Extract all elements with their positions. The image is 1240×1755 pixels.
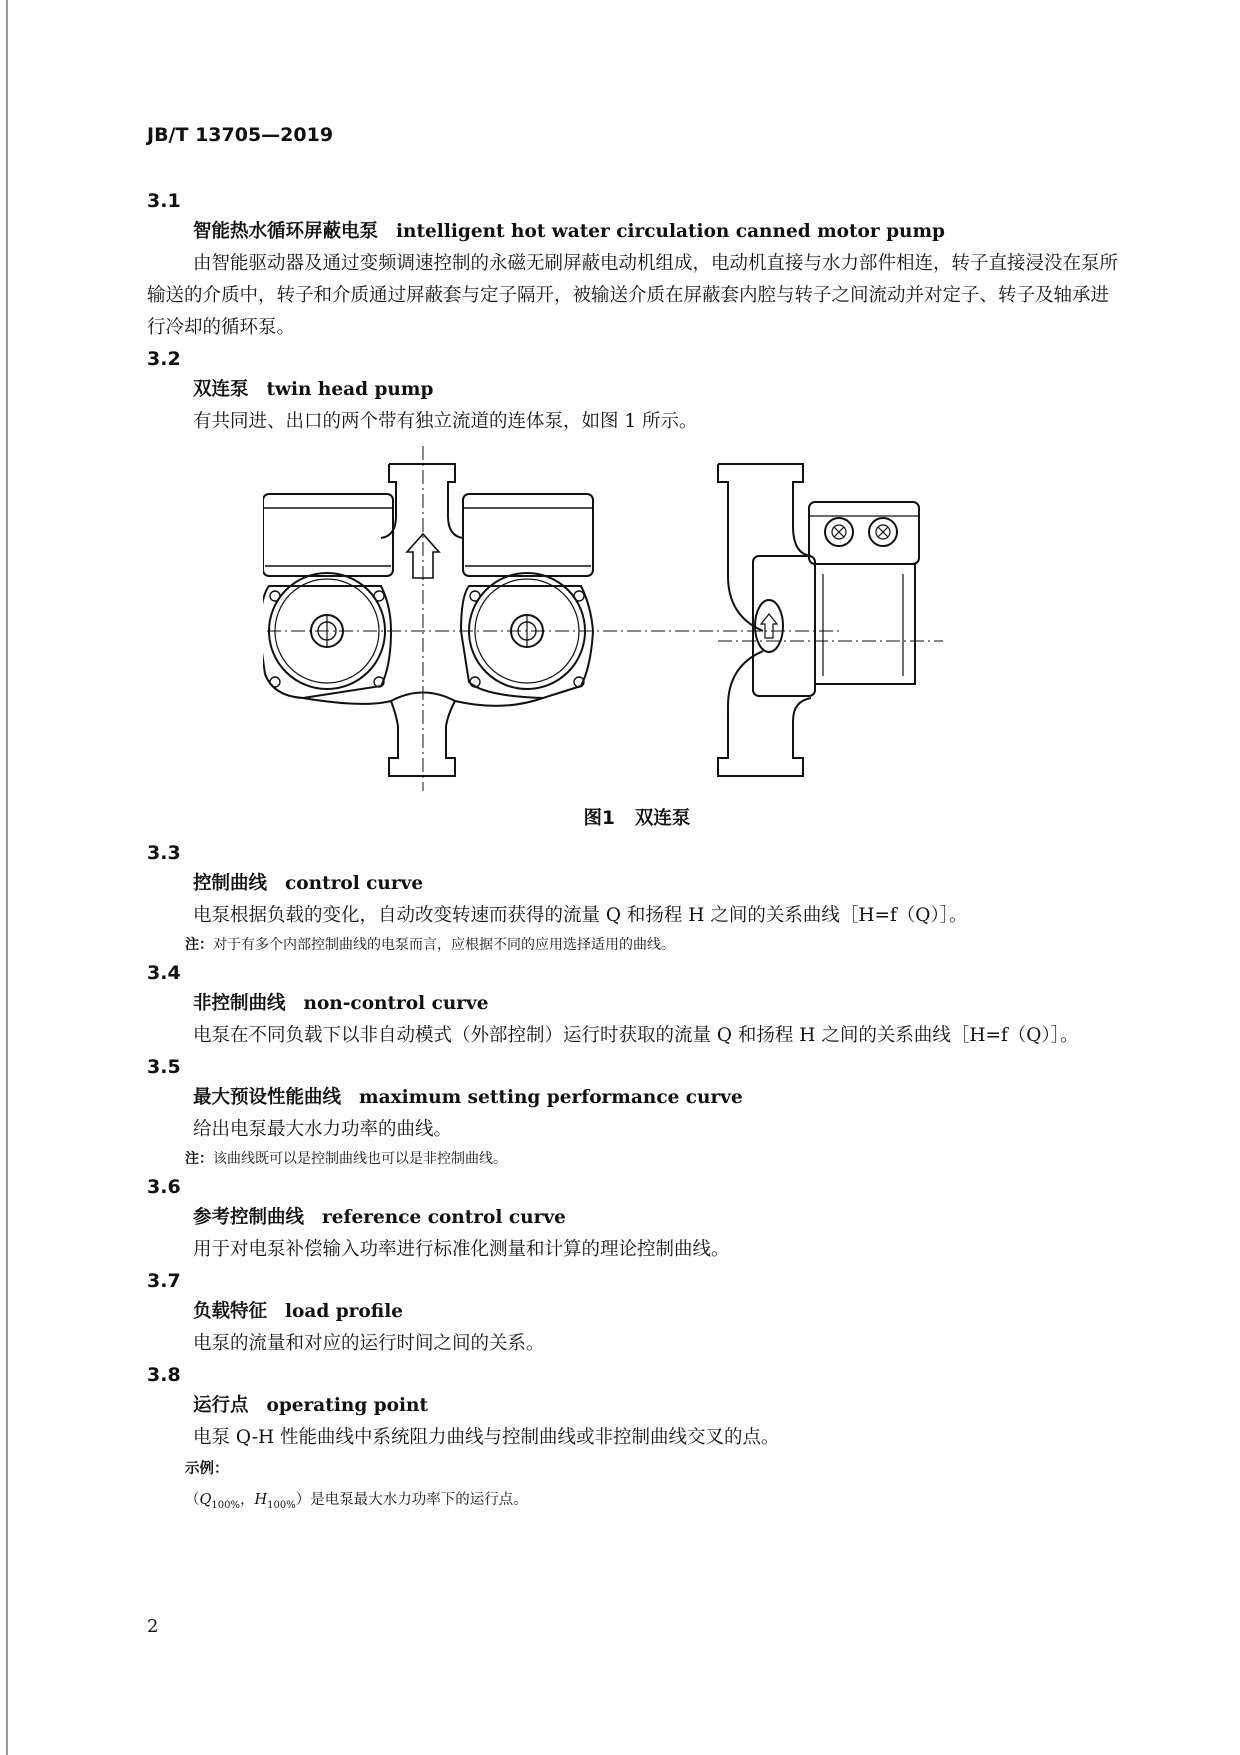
note-text: 该曲线既可以是控制曲线也可以是非控制曲线。	[213, 1151, 507, 1167]
definition: 有共同进、出口的两个带有独立流道的连体泵，如图 1 所示。	[193, 411, 698, 432]
note	[185, 1146, 1127, 1172]
section-3-4	[147, 958, 1127, 1052]
figure-caption	[147, 804, 1127, 830]
term-title	[193, 216, 1127, 248]
section-3-2	[147, 344, 1127, 438]
section-3-5	[147, 1052, 1127, 1172]
section-3-6	[147, 1172, 1127, 1266]
section-number: 3.4	[147, 962, 181, 984]
note-label: 注：	[185, 1151, 213, 1167]
term-title	[193, 868, 1127, 900]
section-number: 3.5	[147, 1056, 181, 1078]
figure-1	[147, 440, 1127, 838]
definition: 用于对电泵补偿输入功率进行标准化测量和计算的理论控制曲线。	[193, 1239, 730, 1260]
term-en: intelligent hot water circulation canned motor pump	[396, 221, 945, 242]
term-title	[193, 1202, 1127, 1234]
section-number: 3.6	[147, 1176, 181, 1198]
term-en: control curve	[285, 873, 424, 894]
section-number: 3.1	[147, 190, 181, 212]
term-cn: 最大预设性能曲线	[193, 1087, 342, 1108]
term-en: operating point	[266, 1395, 428, 1416]
note	[185, 932, 1127, 958]
section-3-7	[147, 1266, 1127, 1360]
definition: 电泵根据负载的变化，自动改变转速而获得的流量 Q 和扬程 H 之间的关系曲线［H=f（Q）］。	[193, 905, 968, 926]
term-cn: 负载特征	[193, 1301, 268, 1322]
figure-title: 双连泵	[634, 808, 691, 829]
section-3-1	[147, 186, 1127, 344]
note-text: 对于有多个内部控制曲线的电泵而言，应根据不同的应用选择适用的曲线。	[213, 937, 675, 953]
term-en: reference control curve	[322, 1207, 566, 1228]
definition: 电泵的流量和对应的运行时间之间的关系。	[193, 1333, 545, 1354]
definition: 电泵 Q-H 性能曲线中系统阻力曲线与控制曲线或非控制曲线交叉的点。	[193, 1427, 780, 1448]
note-label: 注：	[185, 937, 213, 953]
example: （$Q_{100\%}$，$H_{100\%}$）是电泵最大水力功率下的运行点。	[185, 1492, 528, 1511]
definition: 由智能驱动器及通过变频调速控制的永磁无刷屏蔽电动机组成，电动机直接与水力部件相连，转子直接浸没在泵所输送的介质中，转子和介质通过屏蔽套与定子隔开，被输送介质在屏蔽套内腔与转子之间流动并对定子、转子及轴承进行冷却的循环泵。	[147, 253, 1119, 338]
term-en: twin head pump	[266, 379, 434, 400]
section-number: 3.7	[147, 1270, 181, 1292]
example-h: H	[254, 1492, 268, 1508]
term-cn: 智能热水循环屏蔽电泵	[193, 221, 379, 242]
document-body	[147, 186, 1127, 1522]
example-q: Q	[199, 1492, 212, 1508]
term-title	[193, 1082, 1127, 1114]
standard-number: JB/T 13705—2019	[147, 124, 334, 146]
definition: 电泵在不同负载下以非自动模式（外部控制）运行时获取的流量 Q 和扬程 H 之间的关系曲线［H=f（Q）］。	[193, 1025, 1079, 1046]
term-cn: 运行点	[193, 1395, 249, 1416]
term-title	[193, 1296, 1127, 1328]
term-en: non-control curve	[303, 993, 489, 1014]
section-3-3	[147, 838, 1127, 958]
example-h-sub: 100%	[267, 1499, 296, 1511]
section-number: 3.8	[147, 1364, 181, 1386]
term-cn: 非控制曲线	[193, 993, 286, 1014]
term-en: load profile	[285, 1301, 404, 1322]
term-en: maximum setting performance curve	[359, 1087, 743, 1108]
section-number: 3.3	[147, 842, 181, 864]
term-title	[193, 374, 1127, 406]
example-label: 示例：	[185, 1460, 229, 1477]
twin-head-pump-drawing	[263, 446, 963, 796]
term-cn: 参考控制曲线	[193, 1207, 305, 1228]
page-border	[6, 0, 8, 1755]
page-number: 2	[147, 1616, 159, 1637]
definition: 给出电泵最大水力功率的曲线。	[193, 1119, 453, 1140]
section-number: 3.2	[147, 348, 181, 370]
section-3-8	[147, 1360, 1127, 1522]
term-cn: 控制曲线	[193, 873, 268, 894]
term-title	[193, 988, 1127, 1020]
example-q-sub: 100%	[211, 1499, 240, 1511]
term-cn: 双连泵	[193, 379, 249, 400]
example-text: 是电泵最大水力功率下的运行点。	[310, 1492, 528, 1508]
figure-number: 图1	[583, 808, 615, 829]
term-title	[193, 1390, 1127, 1422]
